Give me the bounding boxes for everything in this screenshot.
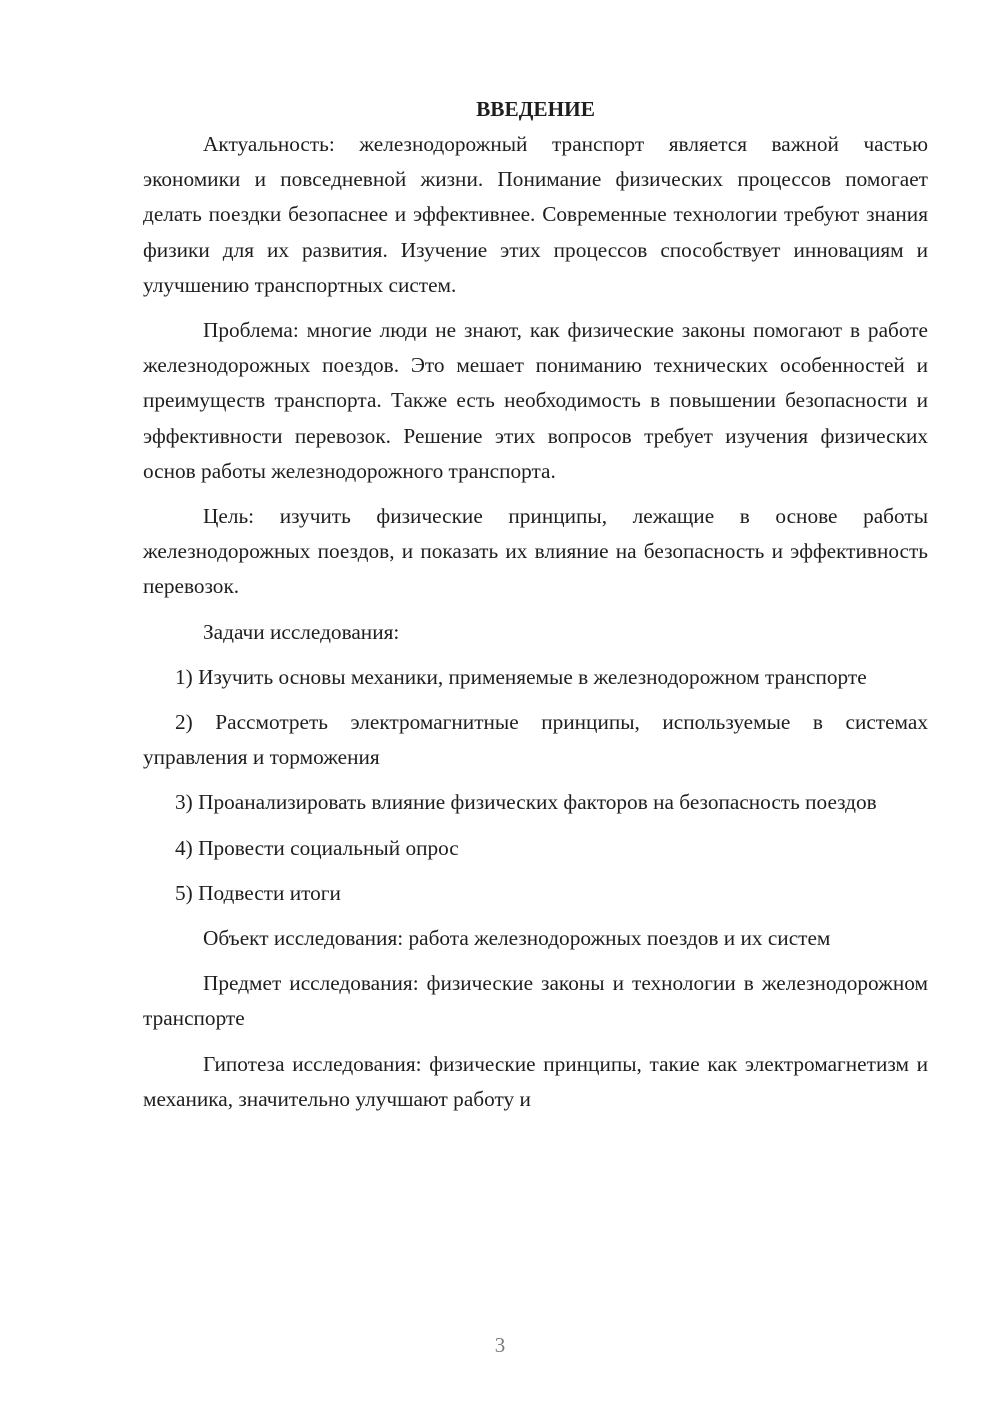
list-item: 5) Подвести итоги [175, 880, 341, 905]
document-page [143, 92, 928, 1117]
paragraph-subject: Предмет исследования: физические законы и технологии в железнодорожном транспорте [143, 971, 928, 1031]
list-item: 4) Провести социальный опрос [175, 835, 459, 860]
page-title: ВВЕДЕНИЕ [476, 97, 595, 121]
paragraph-hypothesis: Гипотеза исследования: физические принципы, такие как электромагнетизм и механика, значительно улучшают работу и [143, 1051, 928, 1111]
list-item: 1) Изучить основы механики, применяемые в железнодорожном транспорте [175, 664, 867, 689]
paragraph-problem: Проблема: многие люди не знают, как физические законы помогают в работе железнодорожных поездов. Это мешает пониманию технических особенностей и преимуществ транспорта. Также есть необходимость в повышении безопасности и эффективности перевозок. Решение этих вопросов требует изучения физических основ работы железнодорожного транспорта. [143, 318, 928, 483]
list-item: 2) Рассмотреть электромагнитные принципы, используемые в системах управления и торможения [143, 710, 928, 770]
paragraph-tasks-heading: Задачи исследования: [203, 619, 400, 644]
paragraph-relevance: Актуальность: железнодорожный транспорт является важной частью экономики и повседневной жизни. Понимание физических процессов помогает делать поездки безопаснее и эффективнее. Современные технологии требуют знания физики для их развития. Изучение этих процессов способствует инновациям и улучшению транспортных систем. [143, 132, 928, 297]
list-item: 3) Проанализировать влияние физических факторов на безопасность поездов [175, 790, 877, 815]
paragraph-goal: Цель: изучить физические принципы, лежащие в основе работы железнодорожных поездов, и показать их влияние на безопасность и эффективность перевозок. [143, 504, 928, 599]
page-number: 3 [494, 1333, 506, 1357]
paragraph-object: Объект исследования: работа железнодорожных поездов и их систем [203, 926, 831, 951]
